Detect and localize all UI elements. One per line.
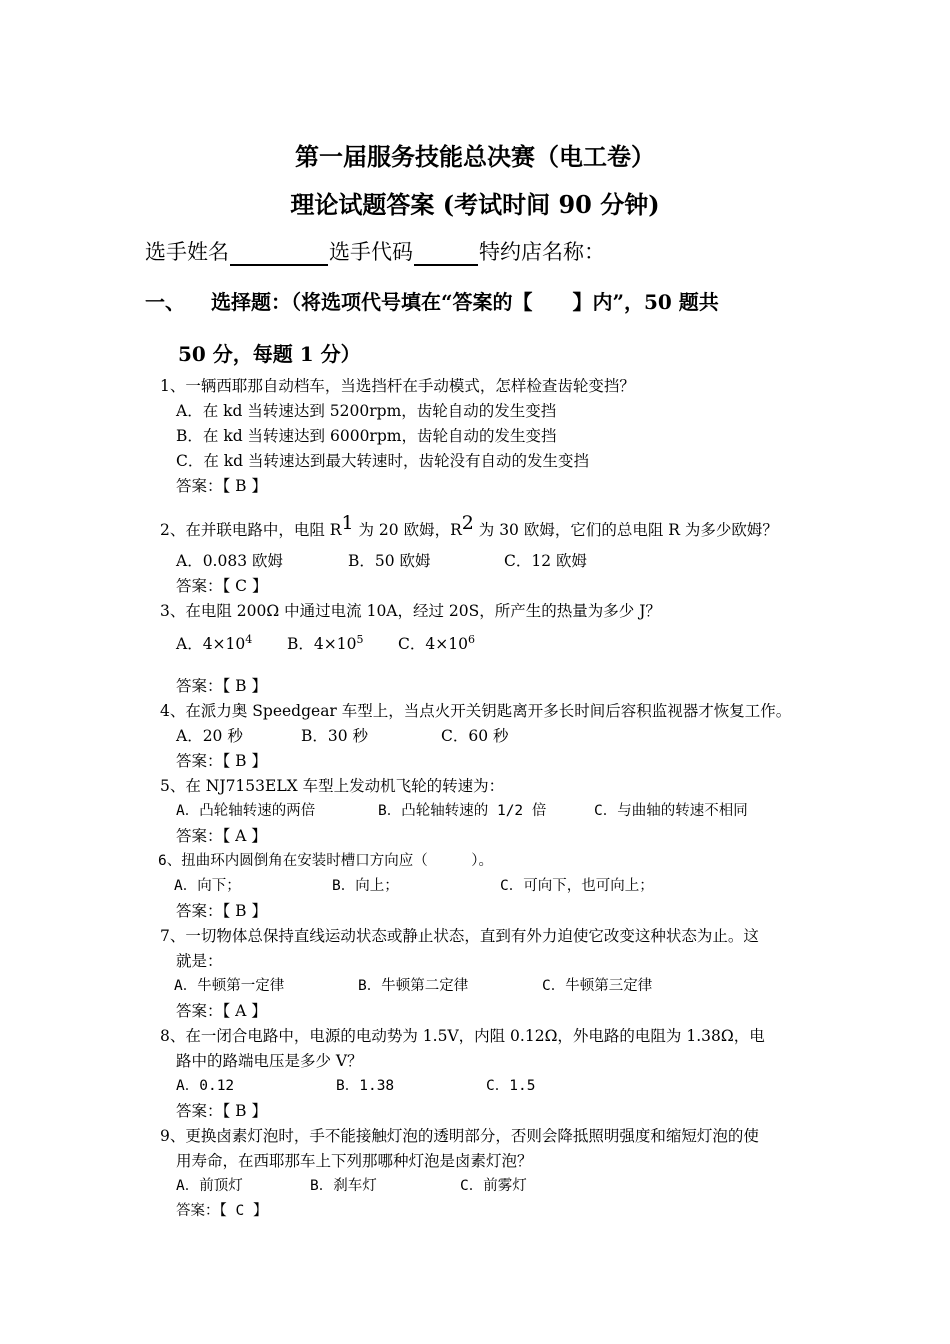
q9-answer: 答案：【 C 】 [176,1203,268,1219]
q3-option-b-base: B．4×10 [287,635,357,654]
q3-option-a-base: A．4×10 [176,635,246,654]
contestant-info-line [145,236,605,266]
q2-text-part: 为 30 欧姆，它们的总电阻 R 为多少欧姆？ [473,521,778,540]
q8-option-a: A．0.12 [176,1078,235,1094]
q5-answer: 答案：【 A 】 [176,827,267,845]
document-subtitle: 理论试题答案 (考试时间 90 分钟) [290,190,660,219]
question-5: 5、在 NJ7153ELX 车型上发动机飞轮的转速为： [160,777,505,795]
q3-option-a-exp: 4 [245,633,253,646]
question-9-cont: 用寿命，在西耶那车上下列那哪种灯泡是卤素灯泡？ [176,1152,533,1170]
q4-answer: 答案：【 B 】 [176,752,267,770]
section-number: 一、 [145,290,185,314]
q3-option-b [287,630,363,654]
q5-option-b: B．凸轮轴转速的 1/2 倍 [378,803,547,819]
name-blank [230,242,328,266]
q4-option-b: B．30 秒 [301,727,369,745]
q9-option-c: C．前雾灯 [460,1178,527,1194]
q3-option-c-exp: 6 [467,633,475,646]
q4-option-a: A．20 秒 [176,727,243,745]
question-4: 4、在派力奥 Speedgear 车型上，当点火开关钥匙离开多长时间后容积监视器才恢复工作。 [160,702,792,720]
q1-option-c: C．在 kd 当转速达到最大转速时，齿轮没有自动的发生变挡 [176,452,590,470]
q2-text-part: 为 20 欧姆，R [353,521,462,540]
q2-option-b: B．50 欧姆 [348,552,431,570]
r1-subscript: 1 [341,512,354,534]
q7-option-a: A．牛顿第一定律 [174,978,285,994]
question-8: 8、在一闭合电路中，电源的电动势为 1.5V，内阻 0.12Ω，外电路的电阻为 1.38Ω，电 [160,1027,765,1045]
q7-option-c: C．牛顿第三定律 [542,978,653,994]
code-label: 选手代码 [329,240,413,264]
q4-option-c: C．60 秒 [441,727,509,745]
question-7: 7、一切物体总保持直线运动状态或静止状态，直到有外力迫使它改变这种状态为止。这 [160,927,759,945]
question-9: 9、更换卤素灯泡时，手不能接触灯泡的透明部分，否则会降抵照明强度和缩短灯泡的使 [160,1127,759,1145]
q9-option-b: B．刹车灯 [310,1178,377,1194]
q8-option-b: B．1.38 [336,1078,395,1094]
q6-option-c: C．可向下，也可向上； [500,878,654,894]
q1-answer: 答案：【 B 】 [176,477,267,495]
q2-option-c: C．12 欧姆 [504,552,588,570]
q2-answer: 答案：【 C 】 [176,577,268,595]
question-1: 1、一辆西耶那自动档车，当选挡杆在手动模式，怎样检查齿轮变挡？ [160,377,635,395]
question-6: 6、扭曲环内圆倒角在安装时槽口方向应（ ）。 [158,853,493,869]
q5-option-a: A．凸轮轴转速的两倍 [176,803,316,819]
q3-option-c-base: C．4×10 [398,635,468,654]
code-blank [414,242,478,266]
q6-answer: 答案：【 B 】 [176,902,267,920]
question-8-cont: 路中的路端电压是多少 V？ [176,1052,363,1070]
section-instructions: 选择题：（将选项代号填在“答案的【 】内”，50 题共 [211,290,719,314]
question-2 [160,513,778,540]
q7-option-b: B．牛顿第二定律 [358,978,469,994]
q3-option-b-exp: 5 [356,633,364,646]
question-3: 3、在电阻 200Ω 中通过电流 10A，经过 20S，所产生的热量为多少 J？ [160,602,661,620]
section-instructions-cont: 50 分，每题 1 分） [178,342,361,366]
q2-option-a: A．0.083 欧姆 [176,552,283,570]
q5-option-c: C．与曲轴的转速不相同 [594,803,748,819]
r2-subscript: 2 [461,512,474,534]
q3-option-a [176,630,252,654]
question-7-cont: 就是： [176,952,223,970]
q1-option-b: B．在 kd 当转速达到 6000rpm，齿轮自动的发生变挡 [176,427,557,445]
q7-answer: 答案：【 A 】 [176,1002,267,1020]
q8-answer: 答案：【 B 】 [176,1102,267,1120]
q3-answer: 答案：【 B 】 [176,677,267,695]
q9-option-a: A．前顶灯 [176,1178,243,1194]
q8-option-c: C．1.5 [486,1078,536,1094]
shop-label: 特约店名称： [479,240,605,264]
q3-option-c [398,630,475,654]
document-title: 第一届服务技能总决赛（电工卷） [295,142,655,171]
section-heading [145,286,719,315]
q2-text-part: 2、在并联电路中，电阻 R [160,521,342,540]
q1-option-a: A．在 kd 当转速达到 5200rpm，齿轮自动的发生变挡 [176,402,557,420]
q6-option-a: A．向下； [174,878,241,894]
q6-option-b: B．向上； [332,878,399,894]
name-label: 选手姓名 [145,240,229,264]
